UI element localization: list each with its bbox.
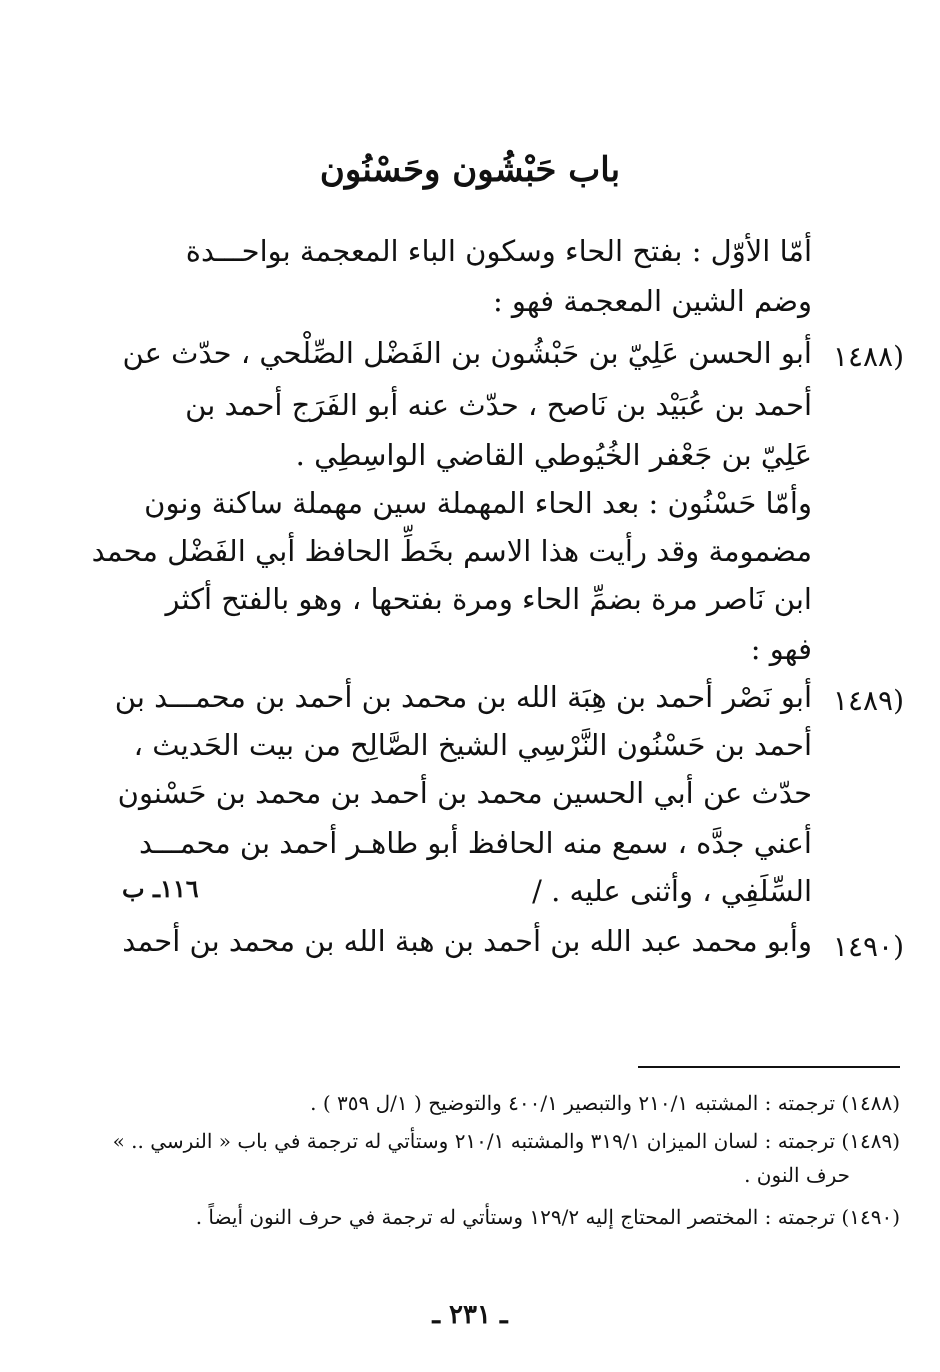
text-line-6: وأمّا حَسْنُون : بعد الحاء المهملة سين مهملة ساكنة ونون (144, 486, 812, 520)
text-line-12: حدّث عن أبي الحسين محمد بن أحمد بن محمد بن حَسْنون (117, 776, 812, 810)
chapter-title: باب حَبْشُون وحَسْنُون (319, 150, 621, 190)
text-line-13: أعني جدَّه ، سمع منه الحافظ أبو طاهـر أحمد بن محمـــد (138, 826, 812, 860)
text-line-5: عَلِيّ بن جَعْفر الخُيُوطي القاضي الواسِطِي . (295, 438, 812, 472)
text-line-11: أحمد بن حَسْنُون النَّرْسِي الشيخ الصَّالِح من بيت الحَديث ، (133, 728, 812, 762)
text-line-14: السِّلَفِي ، وأثنى عليه . / (532, 874, 812, 908)
entry-number-1490: (١٤٩٠ (832, 930, 904, 963)
footnote-separator (638, 1066, 900, 1068)
text-line-3: أبو الحسن عَلِيّ بن حَبْشُون بن الفَضْل الصِّلْحي ، حدّث عن (122, 336, 812, 370)
text-line-4: أحمد بن عُبَيْد بن نَاصح ، حدّث عنه أبو الفَرَج أحمد بن (185, 388, 812, 422)
page-number: ـ ٢٣١ ـ (432, 1300, 508, 1330)
footnote-1489-continued: حرف النون . (744, 1163, 850, 1187)
text-line-10: أبو نَصْر أحمد بن هِبَة الله بن محمد بن أحمد بن محمـــد بن (114, 680, 812, 714)
text-line-9: فهو : (750, 632, 812, 666)
text-line-1: أمّا الأوّل : بفتح الحاء وسكون الباء المعجمة بواحـــدة (185, 234, 812, 268)
footnote-1490: (١٤٩٠) ترجمته : المختصر المحتاج إليه ١٢٩/٢ وستأتي له ترجمة في حرف النون أيضاً . (195, 1205, 900, 1229)
manuscript-folio-note: ١١٦ـ ب (122, 874, 199, 903)
text-line-8: ابن نَاصر مرة بضمِّ الحاء ومرة بفتحها ، وهو بالفتح أكثر (165, 582, 812, 616)
text-line-7: مضمومة وقد رأيت هذا الاسم بخَطِّ الحافظ أبي الفَضْل محمد (91, 534, 812, 568)
text-line-15: وأبو محمد عبد الله بن أحمد بن هبة الله بن محمد بن أحمد (122, 924, 812, 958)
footnote-1488: (١٤٨٨) ترجمته : المشتبه ٢١٠/١ والتبصير ٤٠٠/١ والتوضيح ( ١/ل ٣٥٩ ) . (310, 1091, 900, 1115)
entry-number-1489: (١٤٨٩ (832, 684, 904, 717)
text-line-2: وضم الشين المعجمة فهو : (492, 284, 812, 318)
footnote-1489: (١٤٨٩) ترجمته : لسان الميزان ٣١٩/١ والمشتبه ٢١٠/١ وستأتي له ترجمة في باب « النرسي .. » (112, 1129, 900, 1153)
entry-number-1488: (١٤٨٨ (832, 340, 904, 373)
